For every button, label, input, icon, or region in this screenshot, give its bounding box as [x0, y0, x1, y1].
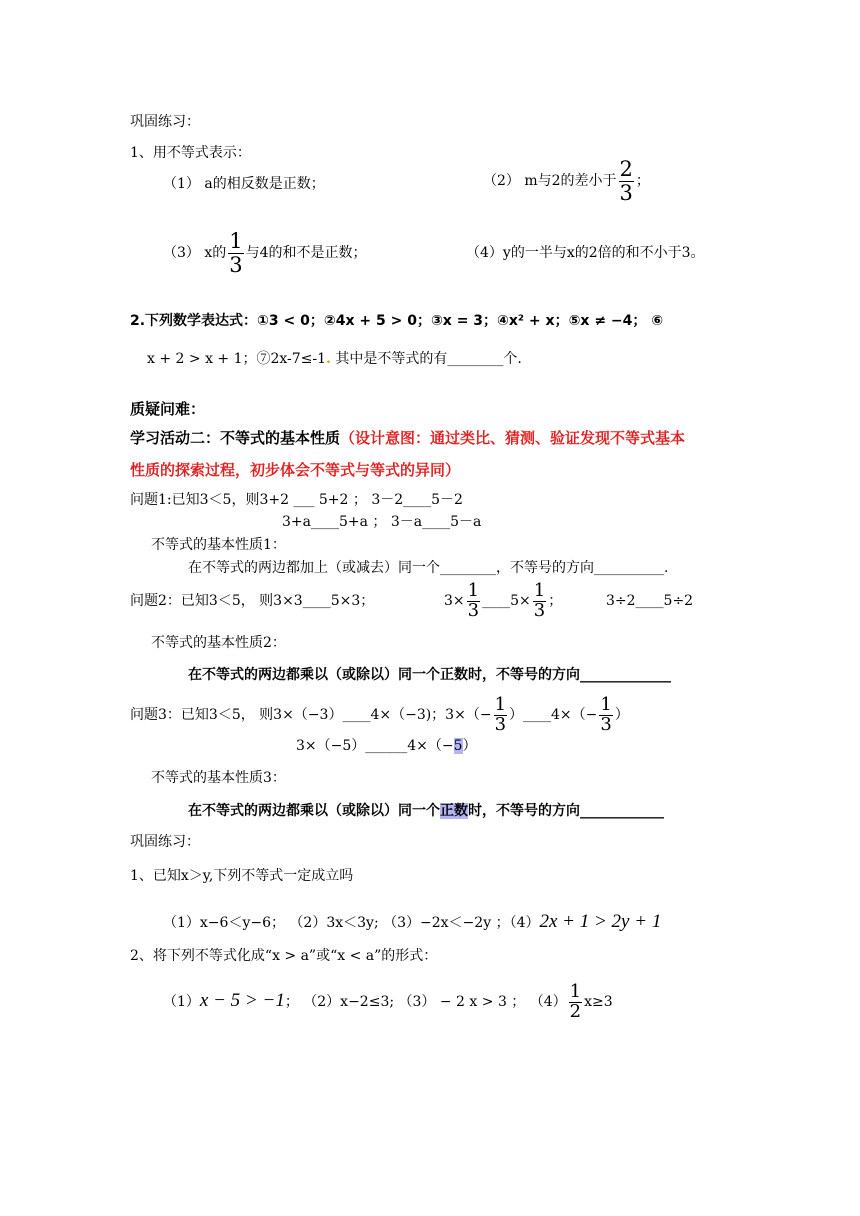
- p2-part-b: ____5×: [482, 593, 531, 609]
- q1-item-2-text: （2） m与2的差小于: [483, 173, 617, 189]
- fraction-one-third: [533, 579, 546, 621]
- fraction-numerator: 1: [569, 980, 582, 1002]
- p3-part-b: ）____4×（−: [509, 707, 598, 723]
- q2-dot: .: [326, 351, 331, 367]
- fraction-one-third: [599, 693, 612, 735]
- section-title-practice-2: 巩固练习：: [130, 834, 200, 850]
- problem-3-line-1: [130, 692, 629, 738]
- q2-item-1-expression: x − 5 > −1: [199, 990, 285, 1011]
- fraction-denominator: 3: [494, 713, 507, 735]
- p3-part-a: 问题3：已知3＜5， 则3×（−3）____4×（−3)；3×（−: [130, 707, 492, 723]
- fraction-denominator: 3: [600, 713, 612, 735]
- p2-part-a: 3×: [444, 593, 465, 609]
- fraction-denominator: 2: [569, 1000, 582, 1022]
- q2-item-4-end: x≥3: [584, 994, 613, 1010]
- highlighted-positive-number: 正数: [440, 803, 468, 819]
- design-note-line-2: 性质的探索过程，初步体会不等式与等式的异同）: [130, 461, 461, 479]
- p2-part-c: ；: [548, 593, 563, 609]
- fraction-numerator: 1: [533, 579, 546, 601]
- design-note-line-1: （设计意图：通过类比、猜测、验证发现不等式基本: [340, 429, 686, 447]
- prop3-text-a: 在不等式的两边都乘以（或除以）同一个: [188, 803, 440, 819]
- question-2-line-2: [147, 349, 522, 369]
- q2-expression: x + 2 > x + 1；⑦2x-7≤-1: [147, 351, 327, 367]
- problem-2-division: 3÷2____5÷2: [606, 593, 694, 609]
- fraction-one-third: [467, 579, 480, 621]
- q2-item-1-label: （1）: [163, 994, 200, 1010]
- property-3-text: [188, 800, 664, 822]
- q1-item-4-expression: 2x + 1 > 2y + 1: [539, 911, 662, 932]
- p3-line2-end: ）: [462, 738, 477, 754]
- property-1-title: 不等式的基本性质1：: [151, 537, 286, 553]
- q1-item-2: [483, 158, 650, 204]
- question-2-instruction: 2、将下列不等式化成“x > a”或“x < a”的形式：: [130, 948, 438, 964]
- fraction-one-third: [228, 230, 243, 275]
- problem-1-line-2: 3+a____5+a ； 3－a____5－a: [282, 514, 482, 530]
- q1-item-3: [163, 230, 367, 276]
- question-1-title: 1、用不等式表示：: [130, 145, 251, 161]
- q1-item-1: （1） a的相反数是正数；: [163, 176, 325, 192]
- question-1-given: 1、已知x＞y,下列不等式一定成立吗: [130, 868, 354, 884]
- question-2-line-1: 2.下列数学表达式：①3 < 0；②4x + 5 > 0；③x = 3；④x² + x；⑤x ≠ −4； ⑥: [130, 313, 664, 329]
- section-title-practice: 巩固练习：: [130, 114, 200, 130]
- prop3-text-b: 时，不等号的方向____________: [468, 803, 664, 819]
- q2-inequality-items: [163, 978, 613, 1025]
- property-3-title: 不等式的基本性质3：: [151, 770, 286, 786]
- fraction-denominator: 3: [467, 599, 480, 621]
- q1-item-2-end: ；: [635, 173, 650, 189]
- q1-item-4: （4）y的一半与x的2倍的和不小于3。: [466, 245, 705, 261]
- fraction-numerator: 2: [619, 157, 633, 182]
- problem-1-line-1: 问题1:已知3＜5，则3+2 ___ 5+2 ； 3－2____5－2: [130, 492, 463, 508]
- highlighted-five: 5: [453, 738, 463, 754]
- fraction-denominator: 3: [619, 180, 633, 205]
- fraction-numerator: 1: [600, 693, 612, 715]
- problem-2-fraction-part: [444, 578, 562, 624]
- activity-2-title: 学习活动二：不等式的基本性质: [130, 429, 341, 447]
- fraction-denominator: 3: [533, 599, 546, 621]
- problem-2-text: 问题2：已知3＜5， 则3×3____5×3；: [130, 593, 375, 609]
- fraction-one-third: [494, 693, 507, 735]
- fraction-one-half: [569, 980, 582, 1022]
- q1-item-3-end: 与4的和不是正数；: [245, 245, 367, 261]
- property-1-text: 在不等式的两边都加上（或减去）同一个________，不等号的方向__________.: [188, 560, 669, 576]
- q1-item-3-text: （3） x的: [163, 245, 227, 261]
- q1-items-text: （1）x−6＜y−6； （2）3x＜3y; （3）−2x＜−2y ；（4）: [163, 915, 540, 931]
- q2-items-text: ； （2）x−2≤3; （3） − 2 x > 3 ； （4）: [284, 994, 567, 1010]
- problem-3-line-2: [296, 736, 477, 756]
- p3-part-c: ）: [614, 707, 629, 723]
- activity-2-heading: [130, 428, 685, 448]
- fraction-numerator: 1: [494, 693, 507, 715]
- q2-answer-prompt: 其中是不等式的有________个.: [330, 351, 522, 367]
- q1-inequality-items: [163, 912, 661, 933]
- fraction-numerator: 1: [229, 229, 243, 254]
- fraction-denominator: 3: [229, 252, 243, 277]
- fraction-numerator: 1: [467, 579, 480, 601]
- heading-questions: 质疑问难：: [130, 400, 206, 418]
- p3-line2-text: 3×（−5）______4×（−: [296, 738, 454, 754]
- problem-2: [130, 578, 374, 624]
- property-2-text: 在不等式的两边都乘以（或除以）同一个正数时，不等号的方向_____________: [188, 667, 671, 683]
- property-2-title: 不等式的基本性质2：: [151, 635, 286, 651]
- fraction-two-thirds: [619, 158, 634, 203]
